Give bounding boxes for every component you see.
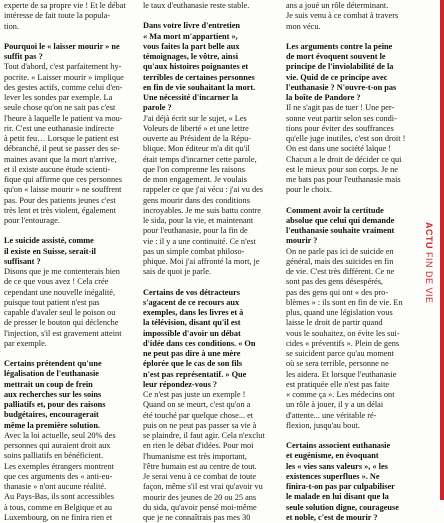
answer-paragraph: experte de sa propre vie ! Et le débat intéresse de fait toute la popula- tion. [4, 1, 126, 31]
interview-question: Les arguments contre la peine de mort évoquent souvent le principe de l'inviolabilité de la vie. Quid de ce principe avec l'euthanasie ? N'ouvre-t-on pas la boîte de Pandore ? [286, 41, 397, 102]
interview-question: Pourquoi le « laisser mourir » ne suffit pas ? [4, 41, 120, 61]
section-topic: FIN DE VIE [424, 252, 434, 304]
answer-paragraph: J'ai déjà écrit sur le sujet, « Les Voleurs de liberté » et une lettre ouverte au Président de la Répu- blique. Mon éditeur m'a dit qu'il était temps d'incarner cette parole, que l'on comprenne les raisons de mon engagement. Je voulais rappeler ce que j'ai vécu : j'ai vu des gens mourir dans des conditions incroyables. Je me suis battu contre le sida, pour la vie, et maintenant pour l'euthanasie, pour la fin de vie : il y a une continuité. Ce n'est pas un simple combat philoso- phique. Moi j'ai affronté la mort, je sais de quoi je parle. [143, 113, 264, 277]
section-label [424, 222, 434, 304]
answer-paragraph: Ce n'est pas juste un exemple ! Quand on se meurt, c'est qu'on a été touché par quelque chose... et puis on ne peut pas passer sa vie à se plaindre, il faut agir. Cela n'exclut en rien le débat d'idées. Pour moi l'humanisme est très important, l'être humain est au centre de tout. Je serai venu à ce combat de toute façon, même s'il est vrai qu'avoir vu mourir des jeunes de 20 ou 25 ans du sida, qu'avoir pensé moi-même que je ne connaîtrais pas mes 30 [143, 390, 265, 522]
answer-paragraph: Tout d'abord, c'est parfaitement hy- pocrite. « Laisser mourir » implique des gestes actifs, comme celui d'en- lever les sondes par exemple. La seule chose qu'on ne sait pas c'est l'heure à laquelle le patient va mou- rir. C'est une euthanasie indirecte à petit feu… Lorsque le patient est débranché, il peut se passer des se- maines avant que la mort n'arrive, et il existe aucune étude scienti- fique qui affirme que ces personnes qu'on « laisse mourir » ne souffrent pas. Pour des patients jeunes c'est très lent et très violent, également pour l'entourage. [4, 62, 124, 225]
answer-paragraph: Disons que je me contenterais bien de ce que vous avez ! Cela crée cependant une nouvelle inégalité, puisque tout patient n'est pas capable d'avaler seul le poison ou de presser le bouton qui déclenche l'injection, s'il est gravement atteint par exemple. [4, 267, 122, 348]
article-column-1 [4, 1, 139, 522]
interview-question: Certains de vos détracteurs s'agacent de ce recours aux exemples, dans les livres et à la télévision, disant qu'il est impossible d'avoir un débat d'idée dans ces conditions. « On ne peut pas dire à une mère éplorée que le cas de son fils n'est pas représentatif. » Que leur répondez-vous ? [143, 287, 256, 389]
accent-edge-bar [440, 0, 444, 500]
interview-question: Le suicide assisté, comme il existe en Suisse, serait-il suffisant ? [4, 236, 96, 266]
interview-question: Dans votre livre d'entretien « Ma mort m'appartient », vous faites la part belle aux témoignages, le vôtre, ainsi qu'aux histoires poignantes et terribles de certaines personnes en fin de vie souhaitant la mort. Une nécessité d'incarner la parole ? [143, 21, 256, 113]
answer-paragraph: le taux d'euthanasie reste stable. [143, 1, 250, 10]
article-column-2 [143, 1, 276, 522]
answer-paragraph: ans a joué un rôle déterminant. Je suis venu à ce combat à travers mon vécu. [286, 1, 399, 31]
section-brand: ACTU [424, 222, 434, 249]
answer-paragraph: Il ne s'agit pas de tuer ! Une per- sonne veut partir selon ses condi- tions pour éviter des souffrances qu'elle juge inutiles, c'est son droit ! On est dans une société laïque ! Chacun a le droit de décider ce qui est le mieux pour son corps. Je ne me bats pas pour l'euthanasie mais pour le choix. [286, 103, 406, 195]
article-column-3 [286, 1, 414, 522]
answer-paragraph: Avec la loi actuelle, seul 20% des personnes qui auraient droit aux soins palliatifs en bénéficient. Les exemples étrangers montrent que ces arguments des « anti-eu- thanasie » n'ont aucune réalité. Au Pays-Bas, ils sont accessibles à tous, comme en Belgique et au Luxembourg, on ne finira rien et [4, 430, 116, 522]
answer-paragraph: On ne parle pas ici de suicide en général, mais des suicides en fin de vie. C'est très différent. Ce ne sont pas des gens désespérés, pas des gens qui ont « des pro- blèmes » : ils sont en fin de vie. En plus, quand une législation vous laisse le droit de partir quand vous le souhaitez, on évite les sui- cides « préventifs ». Plein de gens se suicident parce qu'au moment où se sera terrible, personne ne les aidera. Et lorsque l'euthanasie est pratiquée elle n'est pas faite « comme ça ». Les médecins ont un rôle à jouer, il y a un délai d'attente... une véritable ré- flexion, jusqu'au bout. [286, 246, 403, 430]
interview-question: Certains prétendent qu'une légalisation de l'euthanasie mettrait un coup de frein aux recherches sur les soins palliatifs et, pour des raisons budgétaires, encouragerait même la première solution. [4, 359, 106, 430]
interview-question: Certains associent euthanasie et eugénisme, en évoquant les « vies sans valeurs », « les existences superflues ». Ne finira-t-on pas par culpabiliser le malade en lui disant que la seule solution digne, courageuse et noble, c'est de mourir ? [286, 441, 399, 522]
interview-question: Comment avoir la certitude absolue que celui qui demande l'euthanasie souhaite vraiment mourir ? [286, 205, 395, 246]
